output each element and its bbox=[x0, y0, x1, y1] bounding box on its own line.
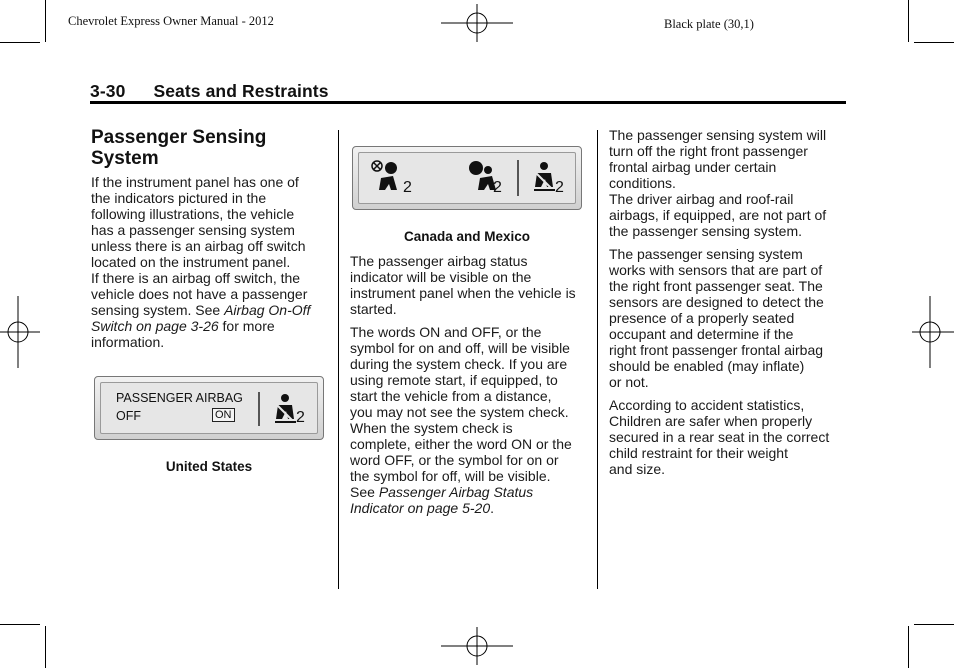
indicator-label: PASSENGER AIRBAG bbox=[116, 391, 243, 405]
indicator-divider bbox=[517, 160, 519, 196]
paragraph: The passenger sensing system works with sensors that are part of the right front passenger seat. The sensors are designed to detect the presence of a properly seated occupant and determine if the right front passenger frontal airbag should be enabled (may inflate) or not. bbox=[609, 246, 824, 390]
column-divider bbox=[338, 130, 339, 589]
cross-reference-link[interactable]: Indicator on page 5-20 bbox=[350, 500, 491, 516]
paragraph: The passenger airbag status indicator will be visible on the instrument panel when the vehicle is started. bbox=[350, 253, 576, 317]
crop-mark bbox=[908, 626, 909, 668]
registration-mark-icon bbox=[0, 296, 40, 368]
crop-mark bbox=[45, 626, 46, 668]
cross-reference-link[interactable]: Switch on page 3-26 bbox=[91, 318, 219, 334]
crop-mark bbox=[914, 624, 954, 625]
paragraph: The passenger sensing system will turn off the right front passenger frontal airbag under certain conditions. The driver airbag and roof-rail airbags, if equipped, are not part of the passenger sensing system. bbox=[609, 127, 827, 239]
page-title: Passenger Sensing System bbox=[91, 127, 267, 169]
column-1 bbox=[91, 127, 331, 357]
on-indicator: ON bbox=[212, 408, 235, 422]
seatbelt-passenger-icon bbox=[531, 161, 557, 193]
column-3 bbox=[609, 127, 849, 484]
crop-mark bbox=[0, 42, 40, 43]
figure-caption: United States bbox=[165, 459, 253, 474]
paragraph: If the instrument panel has one of the indicators pictured in the following illustrations, the vehicle has a passenger sensing system unless there is an airbag off switch located on the instrument panel. If there is an airbag off switch, the vehicle does not have a passenger sensing system. See Airbag On-Off Switch on page 3-26 for more information. bbox=[91, 174, 311, 350]
indicator-digit: 2 bbox=[403, 179, 412, 196]
cross-reference-link[interactable]: Airbag On-Off bbox=[224, 302, 311, 318]
paragraph: The words ON and OFF, or the symbol for on and off, will be visible during the system check. If you are using remote start, if equipped, to start the vehicle from a distance, you may not see the system check. When the system check is complete, either the word ON or the word OFF, or the symbol for on or the symbol for off, will be visible. See Passenger Airbag Status Indicator on page 5-20. bbox=[350, 324, 572, 516]
crop-mark bbox=[0, 624, 40, 625]
indicator-digit: 2 bbox=[555, 179, 564, 196]
column-divider bbox=[597, 130, 598, 589]
canada-mexico-indicator-figure bbox=[352, 146, 582, 210]
airbag-off-icon bbox=[371, 160, 405, 194]
registration-mark-icon bbox=[912, 296, 954, 368]
header-manual-title: Chevrolet Express Owner Manual - 2012 bbox=[68, 14, 274, 28]
indicator-digit: 2 bbox=[296, 409, 305, 426]
figure-caption: Canada and Mexico bbox=[403, 229, 531, 244]
paragraph: According to accident statistics, Children are safer when properly secured in a rear seat in the correct child restraint for their weight and size. bbox=[609, 397, 830, 477]
crop-mark bbox=[914, 42, 954, 43]
header-plate: Black plate (30,1) bbox=[664, 17, 754, 31]
cross-reference-link[interactable]: Passenger Airbag Status bbox=[378, 484, 534, 500]
section-rule bbox=[90, 101, 846, 104]
indicator-divider bbox=[258, 392, 260, 426]
us-indicator-figure bbox=[94, 376, 324, 440]
registration-mark-icon bbox=[441, 4, 513, 42]
seatbelt-passenger-icon bbox=[272, 393, 298, 425]
crop-mark bbox=[45, 0, 46, 42]
registration-mark-icon bbox=[441, 627, 513, 665]
section-title: Seats and Restraints bbox=[153, 81, 329, 101]
crop-mark bbox=[908, 0, 909, 42]
section-header bbox=[90, 81, 329, 102]
indicator-label: OFF bbox=[116, 409, 141, 423]
column-2 bbox=[350, 253, 592, 523]
indicator-digit: 2 bbox=[493, 179, 502, 196]
page-number: 3-30 bbox=[90, 81, 126, 101]
